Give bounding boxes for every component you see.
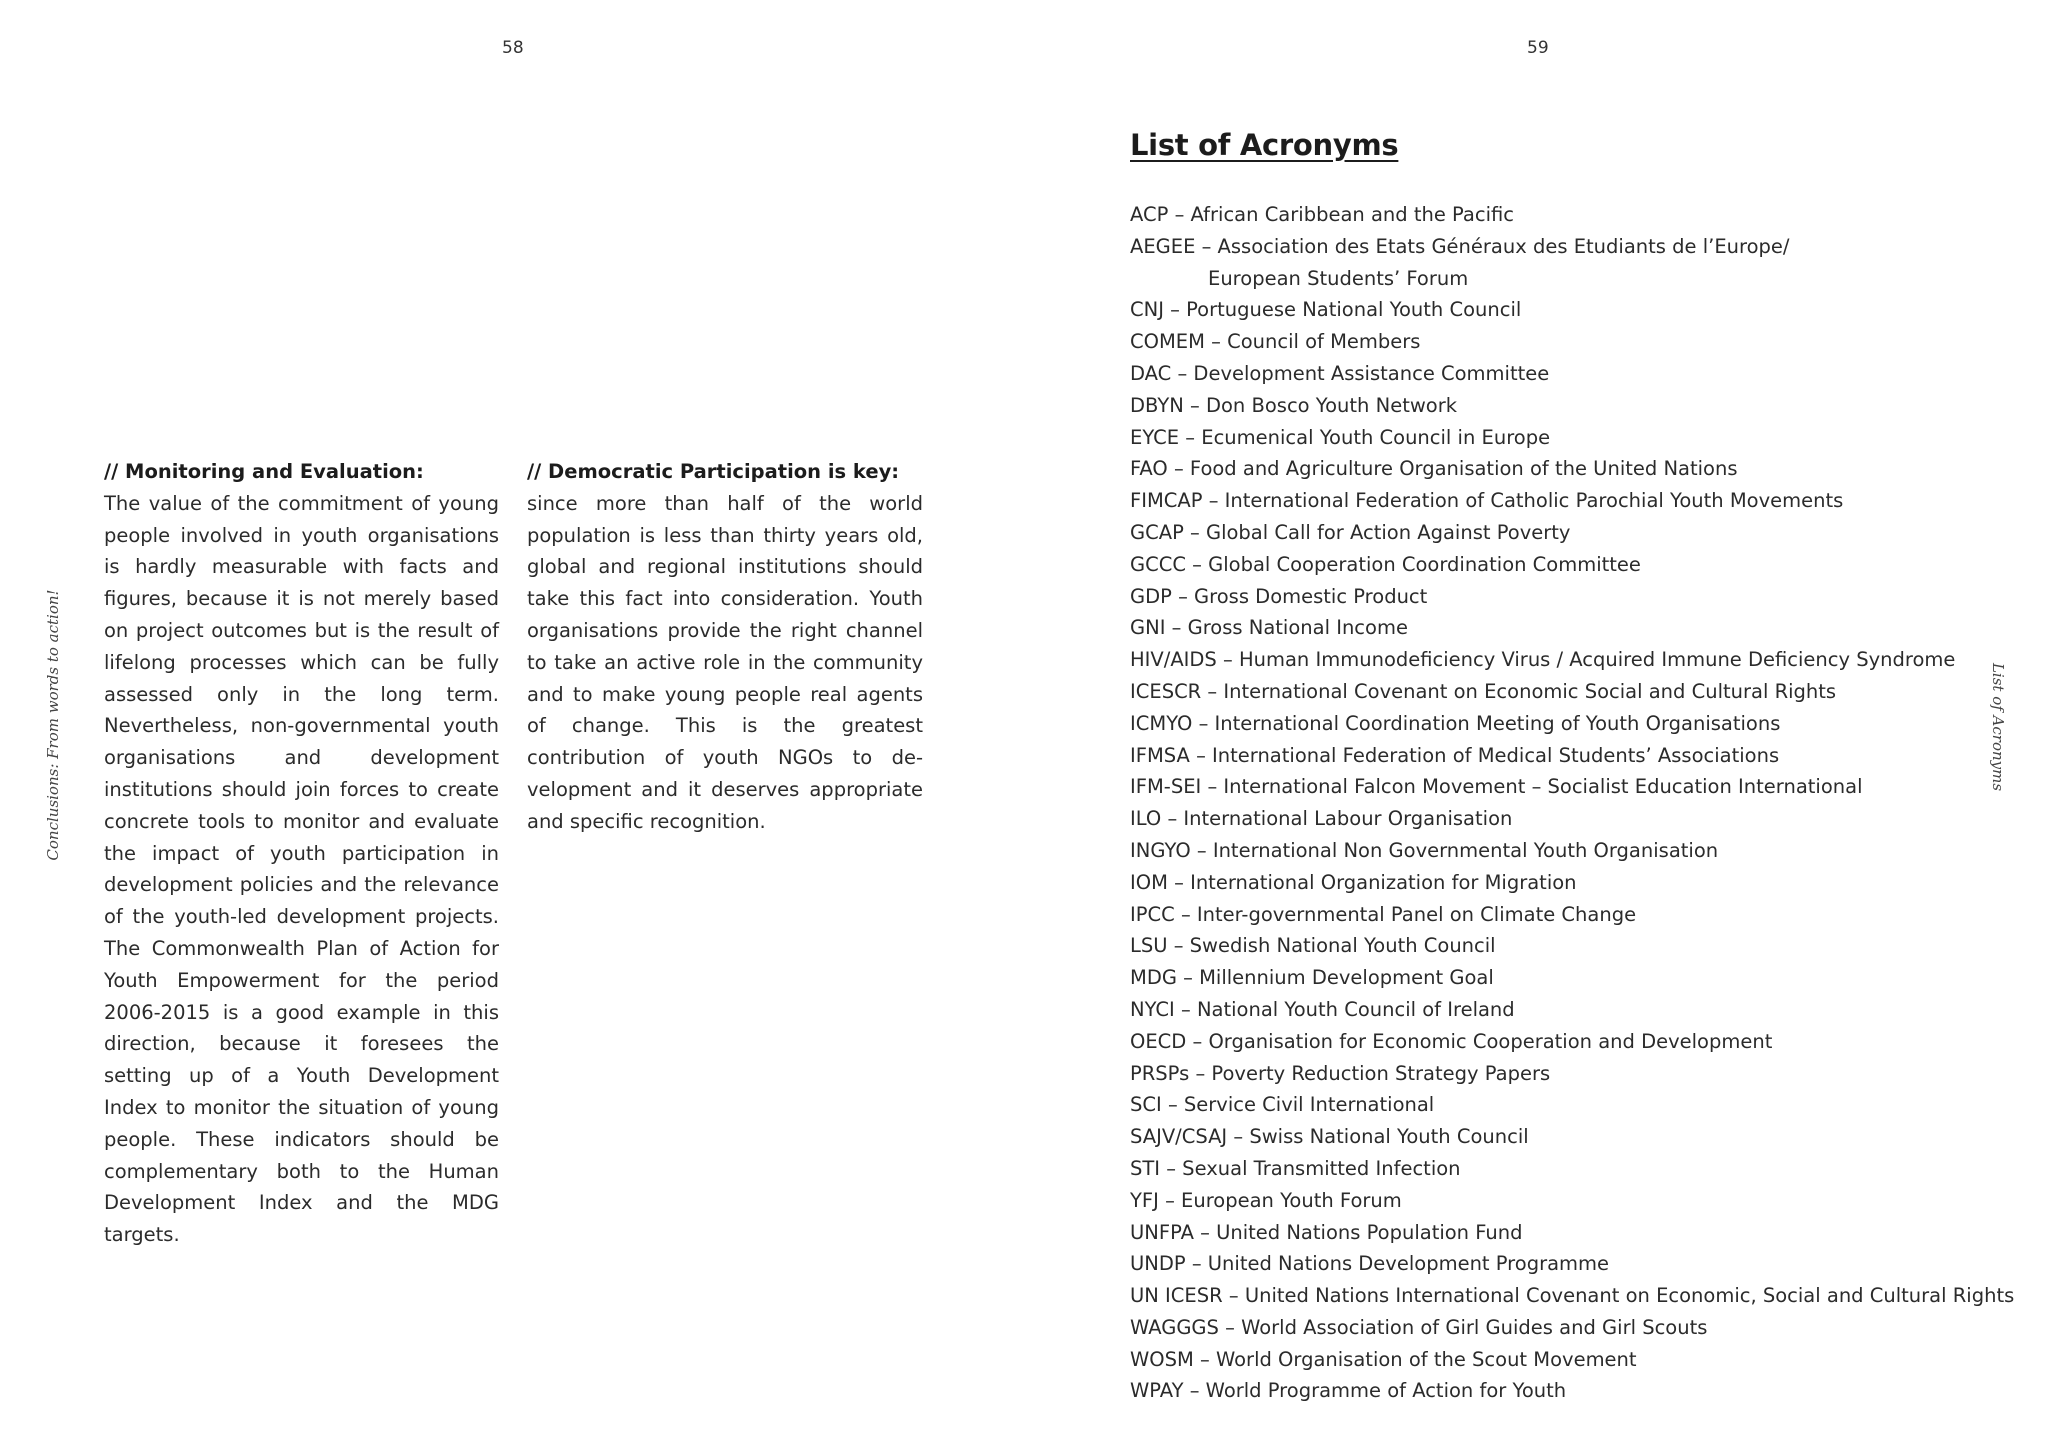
acronym-item: GCAP – Global Call for Action Against Poverty — [1130, 520, 1571, 544]
acronym-item: SCI – Service Civil International — [1130, 1093, 1435, 1117]
acronym-item: UN ICESR – United Nations International Covenant on Economic, Social and Cultural Rights — [1130, 1284, 2015, 1308]
acronym-item: UNDP – United Nations Development Programme — [1130, 1252, 1610, 1276]
acronym-item: IPCC – Inter-governmental Panel on Climate Change — [1130, 902, 1637, 926]
acronym-item: YFJ – European Youth Forum — [1130, 1188, 1402, 1212]
acronym-item: FIMCAP – International Federation of Catholic Parochial Youth Movements — [1130, 489, 1844, 513]
right-page — [1024, 0, 2048, 1453]
acronym-item: GCCC – Global Cooperation Coordination Committee — [1130, 552, 1641, 576]
acronym-item: IFMSA – International Federation of Medical Students’ Associations — [1130, 743, 1780, 767]
acronym-item: CNJ – Portuguese National Youth Council — [1130, 298, 1522, 322]
acronym-item: GNI – Gross National Income — [1130, 616, 1408, 640]
page-number-right: 59 — [1527, 38, 1549, 58]
page-number-left: 58 — [502, 38, 524, 58]
acronym-item: INGYO – International Non Governmental Youth Organisation — [1130, 838, 1719, 862]
acronym-item: NYCI – National Youth Council of Ireland — [1130, 997, 1515, 1021]
acronym-item: SAJV/CSAJ – Swiss National Youth Council — [1130, 1125, 1529, 1149]
acronym-item: AEGEE – Association des Etats Généraux des Etudiants de l’Europe/ — [1130, 234, 1790, 258]
acronym-item: WAGGGS – World Association of Girl Guides and Girl Scouts — [1130, 1315, 1708, 1339]
acronym-item: IOM – International Organization for Migration — [1130, 870, 1577, 894]
acronym-item: UNFPA – United Nations Population Fund — [1130, 1220, 1523, 1244]
acronym-item: GDP – Gross Domestic Product — [1130, 584, 1428, 608]
acronym-item: LSU – Swedish National Youth Council — [1130, 934, 1496, 958]
acronym-item: ICMYO – International Coordination Meeting of Youth Organisations — [1130, 711, 1781, 735]
acronym-item: WOSM – World Organisation of the Scout Movement — [1130, 1347, 1637, 1371]
acronym-item: WPAY – World Programme of Action for Youth — [1130, 1379, 1567, 1403]
acronym-item: STI – Sexual Transmitted Infection — [1130, 1156, 1461, 1180]
acronym-item: FAO – Food and Agriculture Organisation of the United Nations — [1130, 457, 1738, 481]
acronym-item-continuation: European Students’ Forum — [1208, 266, 1469, 290]
acronym-item: IFM-SEI – International Falcon Movement – Socialist Education International — [1130, 775, 1863, 799]
acronym-item: ILO – International Labour Organisation — [1130, 807, 1513, 831]
acronym-item: ACP – African Caribbean and the Pacific — [1130, 203, 1515, 226]
acronym-item: OECD – Organisation for Economic Cooperation and Development — [1130, 1029, 1773, 1053]
acronym-item: COMEM – Council of Members — [1130, 330, 1421, 354]
heading-democratic-participation: // Democratic Participation is key: — [527, 460, 900, 483]
paragraph-democratic-participation: since more than half of the world population is less than thirty years old, global and regional institutions should take this fact into consideration. Youth organisations provide the right channel to take an active role in the community and to make young people real agents of change. This is the greatest contribution of youth NGOs to development and it deserves appropriate and specific recognition. — [527, 491, 923, 833]
paragraph-monitoring-evaluation: The value of the commitment of young people involved in youth organisations is hardly measurable with facts and figures, because it is not merely based on project outcomes but is the result of lifelong processes which can be fully assessed only in the long term. Nevertheless, non-governmental youth organisations and development institutions should join forces to create concrete tools to monitor and evaluate the impact of youth participation in development policies and the relevance of the youth-led development projects. The Commonwealth Plan of Action for Youth Empowerment for the period 2006-2015 is a good example in this direction, because it foresees the setting up of a Youth Development Index to monitor the situation of young people. These indicators should be complementary both to the Human Development Index and the MDG targets. — [104, 491, 499, 1247]
acronyms-title: List of Acronyms — [1130, 128, 1399, 162]
acronym-item: MDG – Millennium Development Goal — [1130, 966, 1494, 990]
acronym-item: EYCE – Ecumenical Youth Council in Europe — [1130, 425, 1551, 449]
side-caption-right: List of Acronyms — [1989, 662, 2007, 792]
column-monitoring-evaluation — [104, 456, 499, 1251]
acronym-item: PRSPs – Poverty Reduction Strategy Papers — [1130, 1061, 1551, 1085]
heading-monitoring-evaluation: // Monitoring and Evaluation: — [104, 460, 424, 483]
acronym-item: DBYN – Don Bosco Youth Network — [1130, 393, 1458, 417]
acronym-item: ICESCR – International Covenant on Economic Social and Cultural Rights — [1130, 679, 1837, 703]
column-democratic-participation — [527, 456, 923, 838]
acronym-item: DAC – Development Assistance Committee — [1130, 361, 1550, 385]
acronyms-list — [1130, 199, 2014, 1407]
acronym-item: HIV/AIDS – Human Immunodeficiency Virus / Acquired Immune Deficiency Syndrome — [1130, 648, 1956, 672]
side-caption-left: Conclusions: From words to action! — [44, 589, 62, 861]
